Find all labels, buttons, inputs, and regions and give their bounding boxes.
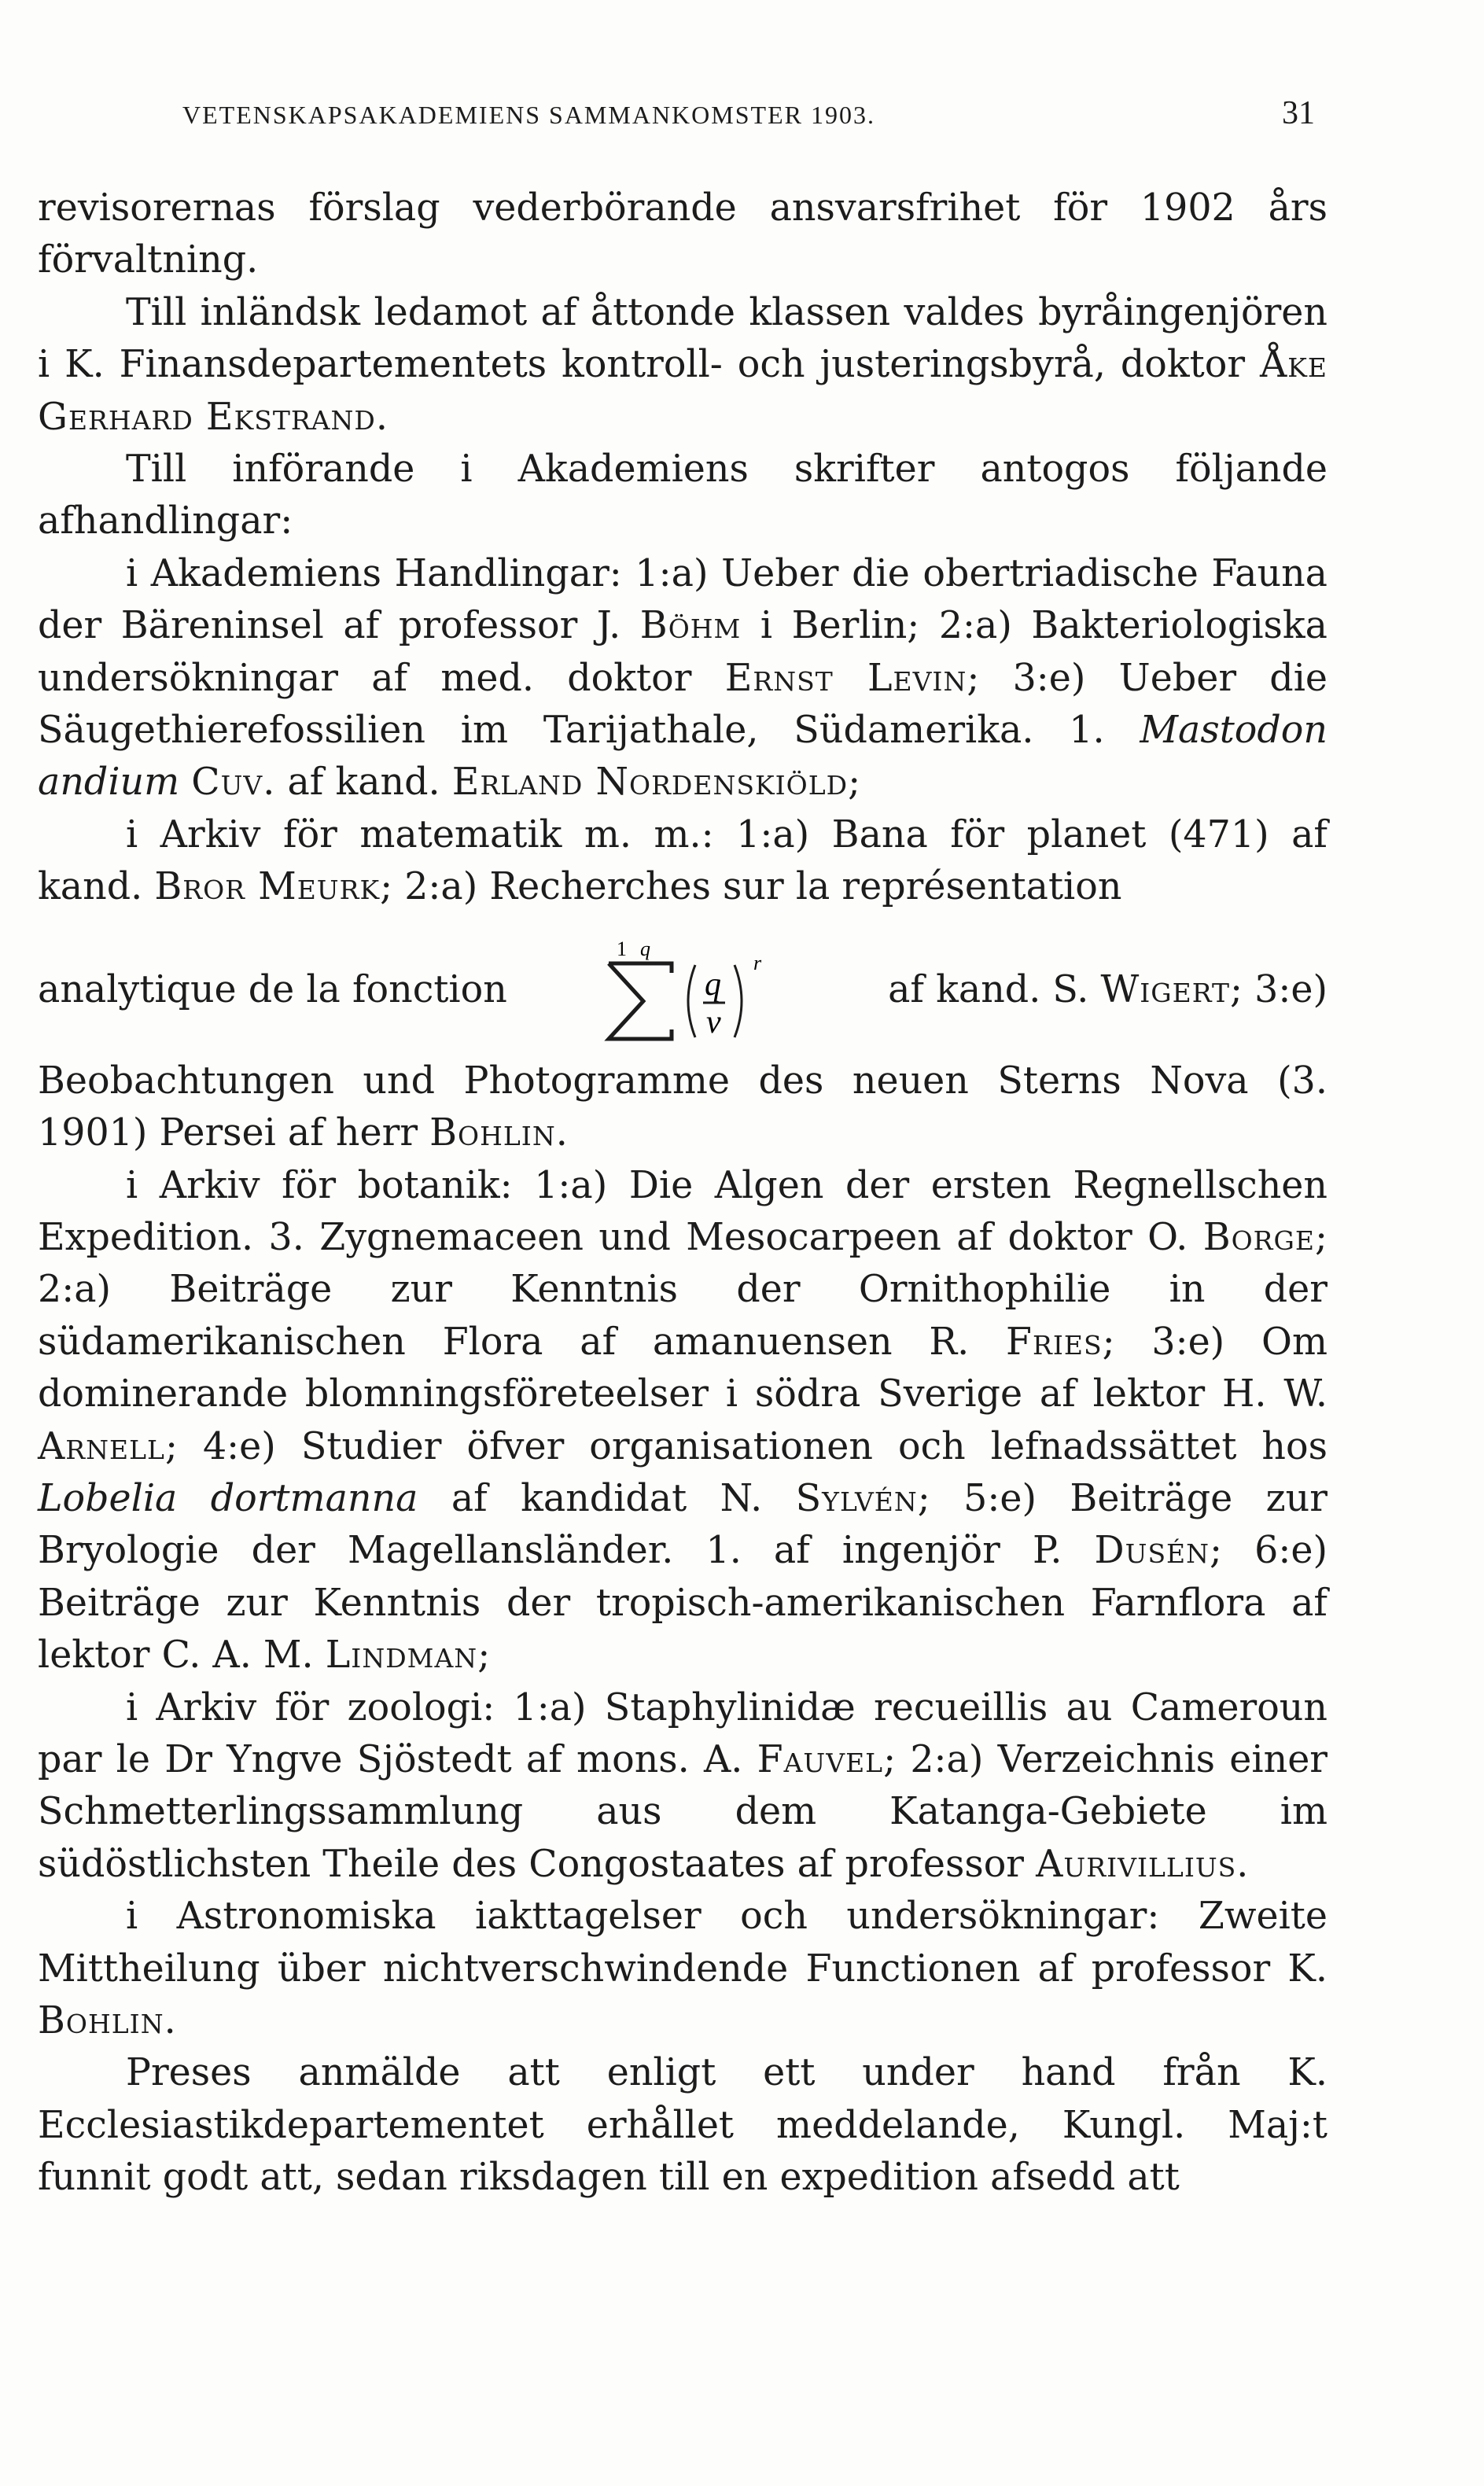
sum-formula-graphic [599,932,796,1050]
paragraph-text: . [375,395,388,439]
paragraph-text: ; 4:e) Studier öfver organisationen och lefnadssättet hos [164,1424,1327,1468]
paragraph-arkiv-botanik [38,1160,1327,1682]
paragraph-astronomiska [38,1891,1327,2047]
paragraph-text: ; 6:e) Beiträge zur Kenntnis der tropisch-amerikanischen Farnflora af lektor C. A. M. [38,1529,1328,1678]
paragraph-preses [38,2047,1327,2204]
paragraph-text: i Arkiv för zoologi: 1:a) Staphylinidæ recueillis au Cameroun par le Dr Yngve Sjöstedt af mons. A. [38,1685,1327,1781]
paragraph-handlingar [38,548,1327,809]
person-name: Borge [1202,1215,1315,1259]
paragraph-text: Preses anmälde att enligt ett under hand från K. Ecclesiastikdepartementet erhållet meddelande, Kungl. Maj:t funnit godt att, sedan riksdagen till en expedition afsedd att [38,2051,1327,2200]
paragraph-text: Beobachtungen und Photogramme des neuen Sterns Nova (3. 1901) Persei af herr [38,1059,1327,1155]
paragraph-text: ; 3:e) Om dominerande blomningsföreteelser i södra Sverige af lektor H. W. [38,1320,1327,1416]
paragraph-text: ; 3:e) [1230,968,1327,1012]
paragraph-arkiv-matematik-cont [38,1055,1327,1160]
paragraph-arkiv-matematik [38,809,1327,914]
person-name: Bohlin [38,1999,164,2042]
paragraph-text: revisorernas förslag vederbörande ansvarsfrihet för 1902 års förvaltning. [38,186,1327,282]
species-name: Lobelia dortmanna [38,1476,418,1520]
formula-exponent: r [753,951,762,974]
paragraph-text: ; 2:a) Recherches sur la représentation [380,865,1122,909]
person-name: Dusén [1094,1529,1210,1573]
sum-upper-limit: 1 [616,937,627,960]
person-name: Sylvén [795,1476,918,1520]
paragraph-auditors [38,182,1327,287]
person-name: Böhm [639,604,742,648]
person-name: Erland Nordenskiöld [451,761,849,805]
sum-upper-limit-var: q [639,937,650,960]
running-title: VETENSKAPSAKADEMIENS SAMMANKOMSTER 1903. [182,101,875,129]
left-paren [688,965,695,1037]
paragraph-text: i Berlin; 2:a) Bakteriologiska undersökningar af med. doktor [38,604,1327,700]
paragraph-text: af kand. S. [888,968,1101,1012]
paragraph-new-member [38,287,1327,444]
person-name: Arnell [38,1424,165,1468]
page-number: 31 [1282,95,1315,131]
person-name: Fries [1006,1320,1103,1364]
right-paren [735,965,742,1037]
paragraph-text: af kand. [275,761,452,805]
person-name: Aurivillius [1036,1842,1237,1886]
paragraph-text [179,761,191,804]
page-body [38,182,1327,2204]
paragraph-text: Till införande i Akademiens skrifter antogos följande afhandlingar: [38,447,1327,543]
paragraph-text: Till inländsk ledamot af åttonde klassen valdes byråingenjören i K. Finansdepartementets kontroll- och justeringsbyrå, doktor [38,290,1327,387]
paragraph-text [888,964,1327,1016]
paragraph-text: i Akademiens Handlingar: 1:a) Ueber die obertriadische Fauna der Bäreninsel af professor J. [38,551,1327,648]
paragraph-text: ; 2:a) Verzeichnis einer Schmetterlingssammlung aus dem Katanga-Gebiete im südöstlichsten Theile des Congostaates af professor [38,1737,1328,1886]
paragraph-text: ; [848,761,861,805]
person-name: Lindman [325,1633,478,1678]
paragraph-arkiv-zoologi [38,1682,1327,1891]
paragraph-text: ; 3:e) Ueber die Säugethierefossilien im Tarijathale, Südamerika. 1. [38,656,1327,753]
author-abbrev: Cuv. [191,761,276,805]
person-name: Fauvel [757,1737,884,1781]
paragraph-text: i Astronomiska iakttagelser och undersökningar: Zweite Mittheilung über nichtverschwindende Functionen af professor K. [38,1895,1327,1991]
paragraph-text: ; [477,1633,491,1678]
person-name: Åke Gerhard Ekstrand [38,343,1327,439]
formula-line [38,917,1327,1065]
person-name: Bohlin [429,1111,556,1155]
fraction-denominator: v [705,1004,721,1040]
fraction-numerator: q [704,966,721,1003]
sum-formula [599,932,796,1050]
paragraph-text: analytique de la fonction [38,968,507,1012]
person-name: Wigert [1100,968,1231,1012]
person-name: Bror Meurk [154,865,381,909]
person-name: Ernst Levin [724,656,967,700]
species-name: Mastodon andium [38,709,1327,805]
paragraph-text: ; 2:a) Beiträge zur Kenntnis der Ornithophilie in der südamerikanischen Flora af amanuensen R. [38,1215,1327,1364]
paragraph-text: . [164,1999,176,2042]
sigma-symbol [609,963,672,1039]
paragraph-text: . [555,1111,568,1155]
paragraph-text: ; 5:e) Beiträge zur Bryologie der Magellansländer. 1. af ingenjör P. [38,1476,1327,1573]
paragraph-publications-intro [38,444,1327,548]
paragraph-text: i Arkiv för matematik m. m.: 1:a) Bana för planet (471) af kand. [38,812,1327,909]
paragraph-text: i Arkiv för botanik: 1:a) Die Algen der ersten Regnellschen Expedition. 3. Zygnemaceen und Mesocarpeen af doktor O. [38,1163,1327,1259]
paragraph-text: . [1236,1842,1249,1886]
paragraph-text: af kandidat N. [418,1476,796,1520]
